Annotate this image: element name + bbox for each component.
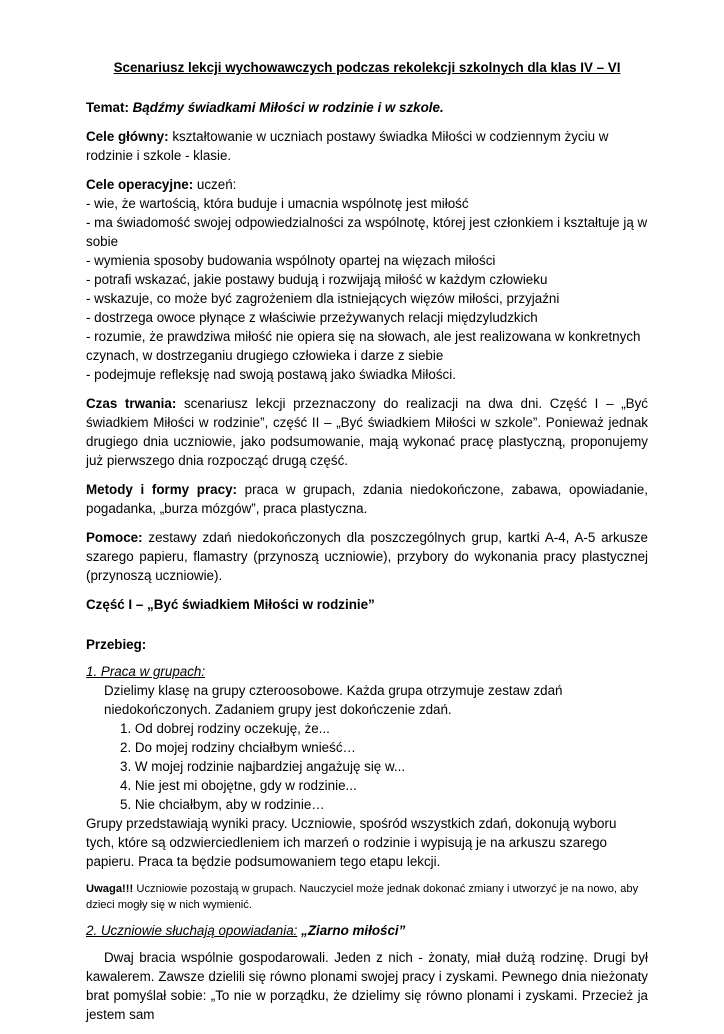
- temat-label: Temat:: [86, 100, 129, 115]
- pomoce-text: zestawy zdań niedokończonych dla poszczególnych grup, kartki A-4, A-5 arkusze szarego papieru, flamastry (przynoszą uczniowie), przybory do wykonania pracy plastycznej (przynoszą uczniowie).: [86, 530, 648, 583]
- czesc1-heading: Część I – „Być świadkiem Miłości w rodzinie”: [86, 597, 375, 612]
- section1-para1: Dzielimy klasę na grupy czteroosobowe. Każda grupa otrzymuje zestaw zdań niedokończonych. Zadaniem grupy jest dokończenie zdań.: [104, 683, 563, 717]
- cele-operacyjne-heading: [86, 175, 648, 194]
- section1-heading: 1. Praca w grupach:: [86, 664, 206, 679]
- cele-glowne-paragraph: [86, 127, 648, 165]
- uwaga-note: [86, 881, 648, 913]
- pomoce-paragraph: [86, 528, 648, 585]
- czas-trwania-paragraph: [86, 394, 648, 470]
- przebieg-heading: Przebieg:: [86, 637, 147, 652]
- metody-text: praca w grupach, zdania niedokończone, zabawa, opowiadanie, pogadanka, „burza mózgów”, praca plastyczna.: [86, 482, 648, 516]
- temat-paragraph: [86, 98, 648, 117]
- objective-item: - dostrzega owoce płynące z właściwie przeżywanych relacji międzyludzkich: [86, 310, 538, 325]
- sentence-list: [86, 719, 648, 814]
- story-title: „Ziarno miłości”: [301, 923, 406, 938]
- cele-glowne-label: Cele główny:: [86, 129, 169, 144]
- czas-trwania-text: scenariusz lekcji przeznaczony do realizacji na dwa dni. Część I – „Być świadkiem Miłości w rodzinie”, część II – „Być świadkiem Miłości w szkole”. Ponieważ jednak drugiego dnia uczniowie, jako podsumowanie, mają wykonać pracę plastyczną, proponujemy już pierwszego dnia rozpocząć drugą część.: [86, 396, 648, 468]
- czas-trwania-label: Czas trwania:: [86, 396, 177, 411]
- sentence-item: 2. Do mojej rodziny chciałbym wnieść…: [120, 740, 356, 755]
- metody-label: Metody i formy pracy:: [86, 482, 237, 497]
- sentence-item: 3. W mojej rodzinie najbardziej angażuję się w...: [120, 759, 406, 774]
- objective-item: - wie, że wartością, która buduje i umacnia wspólnotę jest miłość: [86, 196, 469, 211]
- pomoce-label: Pomoce:: [86, 530, 143, 545]
- document-content: [86, 58, 648, 1034]
- metody-paragraph: [86, 480, 648, 518]
- section1-block: [86, 662, 648, 871]
- sentence-item: 4. Nie jest mi obojętne, gdy w rodzinie...: [120, 778, 357, 793]
- uwaga-label: Uwaga!!!: [86, 883, 134, 895]
- cele-operacyjne-block: [86, 175, 648, 384]
- temat-value: Bądźmy świadkami Miłości w rodzinie i w szkole.: [132, 100, 444, 115]
- section2-heading: 2. Uczniowie słuchają opowiadania:: [86, 923, 298, 938]
- cele-operacyjne-label: Cele operacyjne:: [86, 177, 194, 192]
- section1-para2: Grupy przedstawiają wyniki pracy. Uczniowie, spośród wszystkich zdań, dokonują wyboru tych, które są odzwierciedleniem ich marzeń o rodzinie i wypisują je na arkuszu szarego papieru. Praca ta będzie podsumowaniem tego etapu lekcji.: [86, 816, 617, 869]
- objective-item: - podejmuje refleksję nad swoją postawą jako świadka Miłości.: [86, 367, 456, 382]
- section2-heading-line: [86, 921, 648, 940]
- story-text: Dwaj bracia wspólnie gospodarowali. Jeden z nich - żonaty, miał dużą rodzinę. Drugi był kawalerem. Zawsze dzielili się równo plonami swojej pracy i zyskami. Pewnego dnia nieżonaty brat pomyślał sobie: „To nie w porządku, że dzielimy się równo plonami i zyskami. Przecież ja jestem sam: [86, 950, 648, 1022]
- objective-item: - ma świadomość swojej odpowiedzialności za wspólnotę, której jest członkiem i kształtuje ją w sobie: [86, 215, 648, 249]
- cele-glowne-text: kształtowanie w uczniach postawy świadka Miłości w codziennym życiu w rodzinie i szkole - klasie.: [86, 129, 609, 163]
- objective-item: - wymienia sposoby budowania wspólnoty opartej na więzach miłości: [86, 253, 496, 268]
- objective-item: - wskazuje, co może być zagrożeniem dla istniejących więzów miłości, przyjaźni: [86, 291, 560, 306]
- objective-item: - potrafi wskazać, jakie postawy budują i rozwijają miłość w każdym człowieku: [86, 272, 548, 287]
- document-title: Scenariusz lekcji wychowawczych podczas rekolekcji szkolnych dla klas IV – VI: [113, 60, 621, 75]
- uwaga-text: Uczniowie pozostają w grupach. Nauczyciel może jednak dokonać zmiany i utworzyć je na nowo, aby dzieci mogły się w nich wymienić.: [86, 883, 639, 911]
- sentence-item: 1. Od dobrej rodziny oczekuję, że...: [120, 721, 330, 736]
- sentence-item: 5. Nie chciałbym, aby w rodzinie…: [120, 797, 325, 812]
- cele-operacyjne-intro: uczeń:: [196, 177, 237, 192]
- objective-item: - rozumie, że prawdziwa miłość nie opiera się na słowach, ale jest realizowana w konkretnych czynach, w dostrzeganiu drugiego człowieka i darze z siebie: [86, 329, 641, 363]
